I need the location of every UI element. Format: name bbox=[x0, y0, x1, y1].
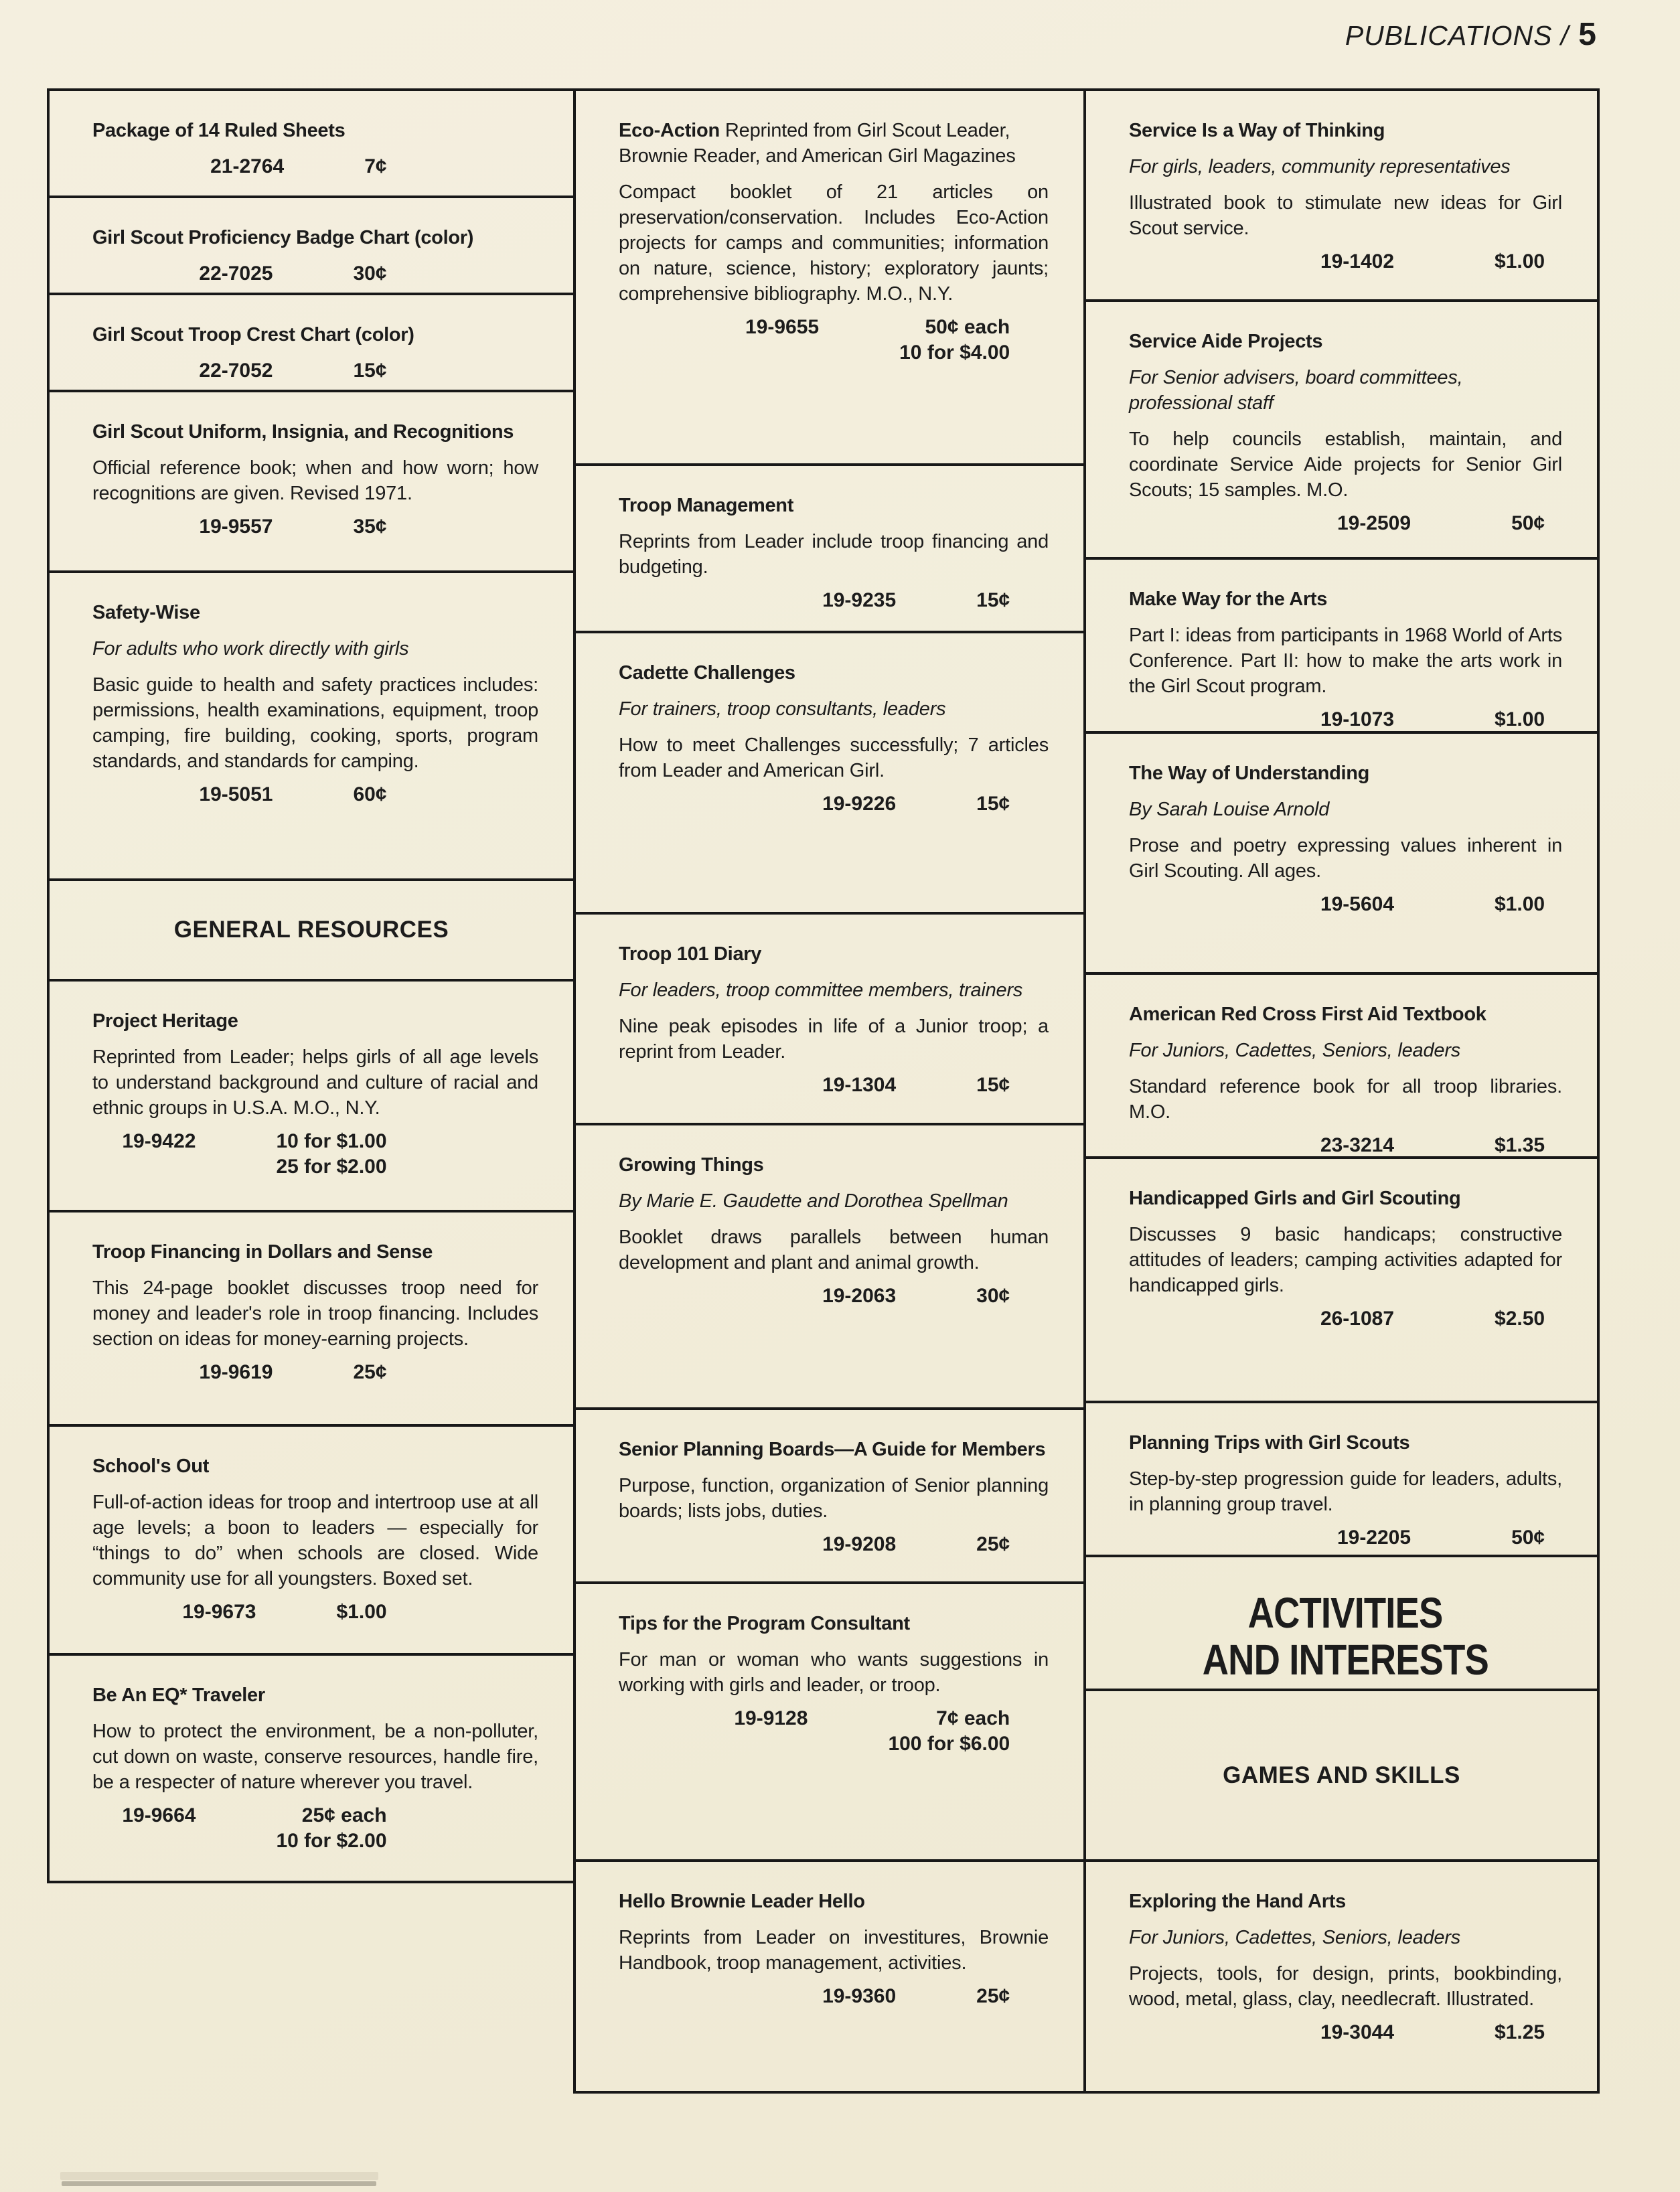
catalog-item bbox=[1086, 975, 1597, 1159]
item-pricing bbox=[92, 1129, 538, 1180]
item-price: 50¢ bbox=[1511, 512, 1545, 534]
item-price: $1.00 bbox=[1495, 708, 1545, 730]
catalog-number: 19-5604 bbox=[1320, 893, 1395, 915]
section-header-large-line: AND INTERESTS bbox=[1202, 1636, 1489, 1684]
item-pricing bbox=[1129, 511, 1562, 536]
catalog-number: 19-1304 bbox=[822, 1074, 897, 1096]
catalog-item bbox=[1086, 1159, 1597, 1403]
item-prices bbox=[354, 1360, 387, 1385]
item-title-text: American Red Cross First Aid Textbook bbox=[1129, 1004, 1486, 1025]
item-title bbox=[619, 493, 1049, 518]
item-price: 7¢ bbox=[364, 155, 387, 177]
item-pricing bbox=[92, 154, 538, 179]
item-title bbox=[619, 1611, 1049, 1636]
catalog-number: 19-1402 bbox=[1320, 250, 1395, 272]
item-title-text: Service Is a Way of Thinking bbox=[1129, 120, 1385, 141]
item-title-text: Package of 14 Ruled Sheets bbox=[92, 120, 346, 141]
item-title bbox=[1129, 761, 1562, 786]
item-price: 30¢ bbox=[976, 1285, 1010, 1307]
item-price: 100 for $6.00 bbox=[888, 1733, 1010, 1755]
item-title bbox=[1129, 1002, 1562, 1027]
item-price: 10 for $4.00 bbox=[899, 341, 1010, 364]
catalog-number: 19-9235 bbox=[822, 589, 897, 611]
item-price: 15¢ bbox=[976, 589, 1010, 611]
item-title-text: Hello Brownie Leader Hello bbox=[619, 1891, 865, 1912]
item-title-text: Cadette Challenges bbox=[619, 662, 795, 684]
item-price: $1.25 bbox=[1495, 2021, 1545, 2043]
item-title-text: The Way of Understanding bbox=[1129, 763, 1370, 784]
item-price: $1.00 bbox=[1495, 250, 1545, 272]
item-title-text: Handicapped Girls and Girl Scouting bbox=[1129, 1188, 1461, 1209]
item-title bbox=[1129, 118, 1562, 143]
catalog-item bbox=[576, 633, 1083, 915]
item-title-text: Girl Scout Uniform, Insignia, and Recognitions bbox=[92, 421, 514, 443]
catalog-item bbox=[50, 573, 573, 881]
item-prices bbox=[354, 782, 387, 807]
item-prices bbox=[1495, 1306, 1545, 1332]
item-pricing bbox=[619, 791, 1049, 817]
item-pricing bbox=[619, 1073, 1049, 1098]
catalog-column bbox=[573, 88, 1086, 2094]
item-title bbox=[92, 1239, 538, 1265]
catalog-number: 19-2509 bbox=[1337, 512, 1411, 534]
item-description: How to meet Challenges successfully; 7 articles from Leader and American Girl. bbox=[619, 734, 1049, 781]
item-description: Reprinted from Leader; helps girls of all age levels to understand background and culture of racial and ethnic groups in U.S.A. M.O., N.Y. bbox=[92, 1046, 538, 1119]
item-title bbox=[1129, 1186, 1562, 1211]
catalog-item bbox=[576, 91, 1083, 466]
item-price: 60¢ bbox=[353, 783, 387, 805]
catalog-item bbox=[50, 1427, 573, 1656]
item-prices bbox=[1495, 707, 1545, 732]
catalog-number: 19-9226 bbox=[822, 793, 897, 815]
item-prices bbox=[1495, 1133, 1545, 1158]
item-title bbox=[92, 1454, 538, 1479]
item-pricing bbox=[92, 1803, 538, 1854]
item-title-text: Troop 101 Diary bbox=[619, 943, 762, 965]
catalog-number: 19-2205 bbox=[1337, 1526, 1411, 1549]
item-title-text: Senior Planning Boards—A Guide for Members bbox=[619, 1439, 1046, 1460]
catalog-item bbox=[1086, 302, 1597, 560]
item-price: 30¢ bbox=[353, 262, 387, 285]
item-price: 25¢ bbox=[976, 1533, 1010, 1555]
item-title bbox=[92, 600, 538, 625]
item-price: 15¢ bbox=[976, 1074, 1010, 1096]
item-pricing bbox=[92, 261, 538, 287]
section-header-label: GAMES AND SKILLS bbox=[1223, 1762, 1460, 1788]
section-header-large bbox=[1086, 1557, 1597, 1691]
item-title bbox=[92, 225, 538, 250]
item-pricing bbox=[619, 1706, 1049, 1757]
item-prices bbox=[354, 514, 387, 540]
catalog-item bbox=[576, 1862, 1083, 2091]
item-price: $1.00 bbox=[1495, 893, 1545, 915]
item-prices bbox=[354, 358, 387, 384]
item-title bbox=[619, 1889, 1049, 1914]
item-description: Part I: ideas from participants in 1968 World of Arts Conference. Part II: how to make the arts work in the Girl Scout program. bbox=[1129, 625, 1562, 697]
catalog-item bbox=[50, 982, 573, 1212]
catalog-number: 19-9664 bbox=[122, 1804, 196, 1826]
catalog-item bbox=[50, 91, 573, 198]
item-title-text: Be An EQ* Traveler bbox=[92, 1685, 265, 1706]
catalog-item bbox=[576, 466, 1083, 633]
item-pricing bbox=[619, 1532, 1049, 1557]
item-prices bbox=[1511, 1525, 1545, 1551]
item-description: Discusses 9 basic handicaps; constructive attitudes of leaders; camping activities adapted for handicapped girls. bbox=[1129, 1224, 1562, 1296]
item-title bbox=[619, 660, 1049, 686]
item-price: $1.35 bbox=[1495, 1134, 1545, 1156]
header-title: PUBLICATIONS / bbox=[1345, 20, 1570, 51]
item-title bbox=[92, 322, 538, 347]
page-header bbox=[1345, 16, 1597, 53]
catalog-item bbox=[50, 392, 573, 573]
catalog-column bbox=[47, 88, 576, 1883]
item-title-text: Eco-Action bbox=[619, 120, 720, 141]
item-prices bbox=[976, 791, 1010, 817]
item-pricing bbox=[1129, 1133, 1562, 1158]
catalog-number: 19-9208 bbox=[822, 1533, 897, 1555]
section-header-large-line: ACTIVITIES bbox=[1248, 1589, 1443, 1637]
catalog-number: 19-9422 bbox=[122, 1130, 196, 1152]
item-prices bbox=[1495, 2020, 1545, 2045]
catalog-item bbox=[1086, 91, 1597, 302]
item-audience: For Juniors, Cadettes, Seniors, leaders bbox=[1129, 1927, 1461, 1948]
page-edge-line bbox=[62, 2181, 376, 2186]
section-header bbox=[1086, 1691, 1597, 1862]
item-title-text: School's Out bbox=[92, 1456, 210, 1477]
item-title-text: Troop Financing in Dollars and Sense bbox=[92, 1241, 433, 1263]
item-title bbox=[1129, 1430, 1562, 1456]
item-audience: By Sarah Louise Arnold bbox=[1129, 799, 1330, 820]
item-price: 25 for $2.00 bbox=[276, 1156, 387, 1178]
item-title bbox=[619, 1152, 1049, 1178]
item-title bbox=[92, 1008, 538, 1034]
item-pricing bbox=[1129, 1306, 1562, 1332]
item-prices bbox=[364, 154, 386, 179]
item-prices bbox=[1495, 249, 1545, 275]
item-title-text: Girl Scout Troop Crest Chart (color) bbox=[92, 324, 414, 345]
item-title-text: Project Heritage bbox=[92, 1010, 238, 1032]
item-description: Reprints from Leader on investitures, Brownie Handbook, troop management, activities. bbox=[619, 1927, 1049, 1974]
item-audience: By Marie E. Gaudette and Dorothea Spellman bbox=[619, 1190, 1008, 1212]
item-title-text: Exploring the Hand Arts bbox=[1129, 1891, 1346, 1912]
item-price: 35¢ bbox=[353, 516, 387, 538]
item-audience: For leaders, troop committee members, trainers bbox=[619, 980, 1023, 1001]
item-pricing bbox=[1129, 707, 1562, 732]
item-prices bbox=[976, 588, 1010, 613]
item-title-text: Troop Management bbox=[619, 495, 794, 516]
catalog-number: 19-9673 bbox=[182, 1601, 256, 1623]
section-header bbox=[50, 881, 573, 982]
catalog-item bbox=[50, 1212, 573, 1427]
catalog-item bbox=[576, 1584, 1083, 1862]
item-pricing bbox=[619, 588, 1049, 613]
item-pricing bbox=[92, 514, 538, 540]
item-audience: For Juniors, Cadettes, Seniors, leaders bbox=[1129, 1040, 1461, 1061]
page-edge-artifact bbox=[60, 2172, 378, 2180]
item-description: Official reference book; when and how worn; how recognitions are given. Revised 1971. bbox=[92, 457, 538, 504]
item-description: Nine peak episodes in life of a Junior troop; a reprint from Leader. bbox=[619, 1016, 1049, 1063]
item-title bbox=[92, 1682, 538, 1708]
catalog-number: 19-2063 bbox=[822, 1285, 897, 1307]
item-title-text: Growing Things bbox=[619, 1154, 764, 1176]
catalog-number: 22-7052 bbox=[199, 360, 273, 382]
item-title-text: Service Aide Projects bbox=[1129, 331, 1323, 352]
item-prices bbox=[276, 1803, 386, 1854]
item-title-text: Planning Trips with Girl Scouts bbox=[1129, 1432, 1410, 1454]
item-description: Illustrated book to stimulate new ideas for Girl Scout service. bbox=[1129, 192, 1562, 239]
catalog-item bbox=[1086, 1403, 1597, 1557]
item-title-text: Make Way for the Arts bbox=[1129, 589, 1328, 610]
item-prices bbox=[276, 1129, 386, 1180]
catalog-number: 19-9128 bbox=[734, 1707, 808, 1729]
item-prices bbox=[976, 1283, 1010, 1309]
section-header-label: GENERAL RESOURCES bbox=[173, 917, 449, 943]
item-audience: For girls, leaders, community representatives bbox=[1129, 156, 1511, 177]
item-title-text: Safety-Wise bbox=[92, 602, 200, 623]
item-pricing bbox=[1129, 2020, 1562, 2045]
item-title bbox=[1129, 1889, 1562, 1914]
catalog-number: 19-9655 bbox=[745, 316, 820, 338]
item-prices bbox=[354, 261, 387, 287]
item-prices bbox=[336, 1599, 386, 1625]
item-title-text: Girl Scout Proficiency Badge Chart (color) bbox=[92, 227, 474, 248]
catalog-item bbox=[50, 295, 573, 392]
item-pricing bbox=[619, 1984, 1049, 2009]
item-audience: For adults who work directly with girls bbox=[92, 638, 409, 659]
item-title bbox=[619, 1437, 1049, 1462]
item-description: Basic guide to health and safety practices includes: permissions, health examinations, equipment, troop camping, fire building, cooking, sports, program standards, and standards for camping. bbox=[92, 674, 538, 772]
item-pricing bbox=[1129, 1525, 1562, 1551]
item-prices bbox=[899, 315, 1010, 366]
item-audience: For Senior advisers, board committees, professional staff bbox=[1129, 367, 1463, 414]
catalog-number: 26-1087 bbox=[1320, 1308, 1395, 1330]
item-price: 50¢ each bbox=[925, 316, 1010, 338]
item-description: Purpose, function, organization of Senior planning boards; lists jobs, duties. bbox=[619, 1475, 1049, 1522]
item-pricing bbox=[92, 358, 538, 384]
catalog-item bbox=[1086, 1862, 1597, 2091]
item-title-text: Tips for the Program Consultant bbox=[619, 1613, 910, 1634]
item-audience: For trainers, troop consultants, leaders bbox=[619, 698, 946, 720]
catalog-number: 19-1073 bbox=[1320, 708, 1395, 730]
item-prices bbox=[976, 1984, 1010, 2009]
catalog-column bbox=[1083, 88, 1600, 2094]
catalog-number: 19-9360 bbox=[822, 1985, 897, 2007]
item-prices bbox=[888, 1706, 1010, 1757]
item-title bbox=[92, 419, 538, 445]
catalog-number: 19-5051 bbox=[199, 783, 273, 805]
item-price: $1.00 bbox=[336, 1601, 387, 1623]
catalog-item bbox=[576, 1410, 1083, 1584]
item-price: 25¢ bbox=[976, 1985, 1010, 2007]
item-description: Prose and poetry expressing values inherent in Girl Scouting. All ages. bbox=[1129, 835, 1562, 882]
item-pricing bbox=[92, 1360, 538, 1385]
item-description: Step-by-step progression guide for leaders, adults, in planning group travel. bbox=[1129, 1468, 1562, 1515]
catalog-number: 21-2764 bbox=[210, 155, 285, 177]
item-description: Standard reference book for all troop libraries. M.O. bbox=[1129, 1076, 1562, 1123]
item-title bbox=[92, 118, 538, 143]
item-prices bbox=[976, 1073, 1010, 1098]
item-pricing bbox=[92, 782, 538, 807]
item-pricing bbox=[619, 1283, 1049, 1309]
item-title bbox=[1129, 329, 1562, 354]
item-description: To help councils establish, maintain, and coordinate Service Aide projects for Senior Girl Scouts; 15 samples. M.O. bbox=[1129, 428, 1562, 501]
item-price: 25¢ bbox=[353, 1361, 387, 1383]
item-prices bbox=[1495, 892, 1545, 917]
item-price: 10 for $2.00 bbox=[276, 1830, 387, 1852]
catalog-item bbox=[1086, 560, 1597, 734]
item-title bbox=[1129, 586, 1562, 612]
catalog-number: 19-3044 bbox=[1320, 2021, 1395, 2043]
item-prices bbox=[1511, 511, 1545, 536]
page-number: 5 bbox=[1578, 17, 1597, 52]
catalog-number: 23-3214 bbox=[1320, 1134, 1395, 1156]
item-description: Reprints from Leader include troop financing and budgeting. bbox=[619, 531, 1049, 578]
item-title-continuation: Reprinted from Girl Scout Leader, Brownie Reader, and American Girl Magazines bbox=[619, 120, 1016, 167]
item-description: How to protect the environment, be a non-polluter, cut down on waste, conserve resources, handle fire, be a respecter of nature wherever you travel. bbox=[92, 1721, 538, 1793]
catalog-number: 19-9557 bbox=[199, 516, 273, 538]
catalog-number: 22-7025 bbox=[199, 262, 273, 285]
item-description: Full-of-action ideas for troop and intertroop use at all age levels; a boon to leaders — especially for “things to do” when schools are closed. Wide community use for all youngsters. Boxed set. bbox=[92, 1492, 538, 1589]
catalog-item bbox=[50, 198, 573, 295]
catalog-item bbox=[50, 1656, 573, 1881]
item-pricing bbox=[1129, 892, 1562, 917]
item-price: 10 for $1.00 bbox=[276, 1130, 387, 1152]
item-title bbox=[619, 941, 1049, 967]
catalog-item bbox=[576, 1125, 1083, 1410]
item-description: For man or woman who wants suggestions in working with girls and leader, or troop. bbox=[619, 1649, 1049, 1696]
item-title bbox=[619, 118, 1049, 169]
catalog-number: 19-9619 bbox=[199, 1361, 273, 1383]
item-description: This 24-page booklet discusses troop need for money and leader's role in troop financing. Includes section on ideas for money-earning projects. bbox=[92, 1277, 538, 1350]
catalog-item bbox=[576, 915, 1083, 1125]
catalog-item bbox=[1086, 734, 1597, 975]
item-pricing bbox=[619, 315, 1049, 366]
item-description: Projects, tools, for design, prints, bookbinding, wood, metal, glass, clay, needlecraft. Illustrated. bbox=[1129, 1963, 1562, 2010]
item-price: 15¢ bbox=[353, 360, 387, 382]
item-pricing bbox=[1129, 249, 1562, 275]
item-description: Compact booklet of 21 articles on preservation/conservation. Includes Eco-Action projects for camps and communities; information on nature, science, history; exploratory jaunts; comprehensive bibliography. M.O., N.Y. bbox=[619, 181, 1049, 305]
item-price: 7¢ each bbox=[936, 1707, 1010, 1729]
item-pricing bbox=[92, 1599, 538, 1625]
item-price: 50¢ bbox=[1511, 1526, 1545, 1549]
item-description: Booklet draws parallels between human development and plant and animal growth. bbox=[619, 1227, 1049, 1273]
item-prices bbox=[976, 1532, 1010, 1557]
item-price: 25¢ each bbox=[301, 1804, 387, 1826]
item-price: 15¢ bbox=[976, 793, 1010, 815]
item-price: $2.50 bbox=[1495, 1308, 1545, 1330]
